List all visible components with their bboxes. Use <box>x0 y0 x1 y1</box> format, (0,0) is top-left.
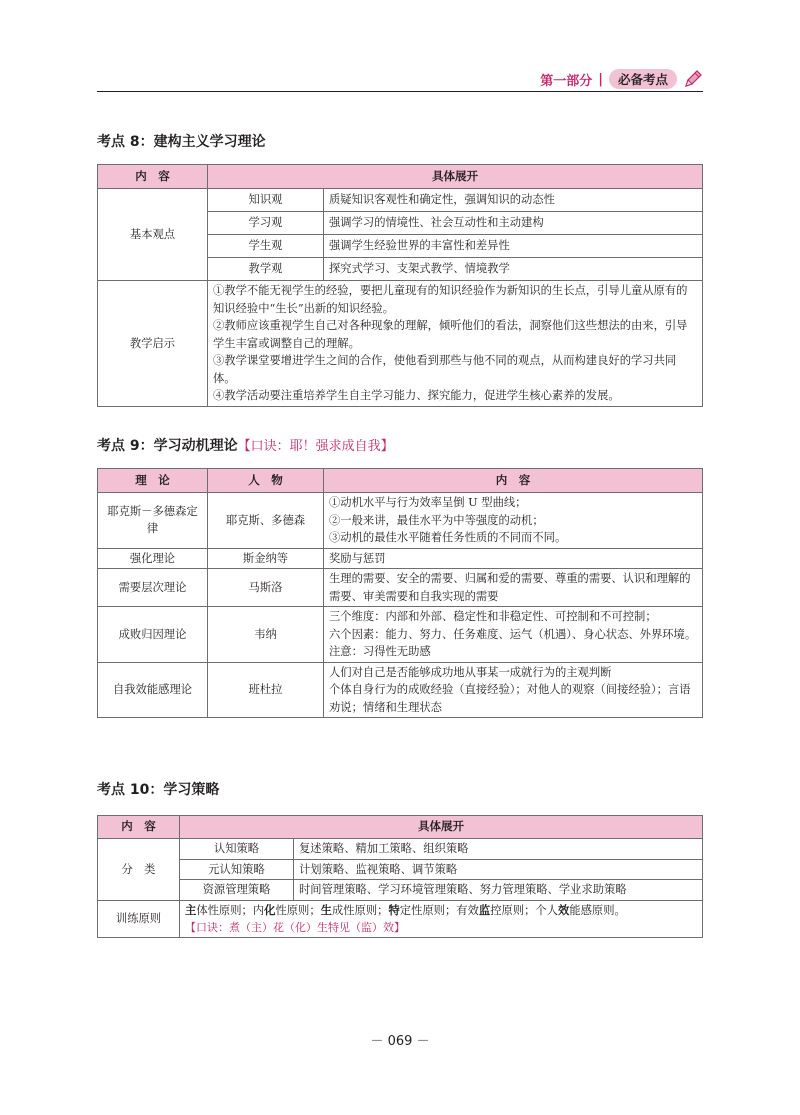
content-line: ②一般来讲，最佳水平为中等强度的动机； <box>329 513 544 527</box>
inspire-point: ④教学活动要注重培养学生自主学习能力、探究能力，促进学生核心素养的发展。 <box>213 389 620 402</box>
principle: 内化性原则； <box>252 902 321 917</box>
view-desc: 探究式学习、支架式教学、情境教学 <box>324 258 703 281</box>
principle: 主体性原则； <box>185 902 253 917</box>
view-desc: 强调学习的情境性、社会互动性和主动建构 <box>324 212 703 235</box>
section-9-heading: 考点 9：学习动机理论 <box>97 438 238 454</box>
inspire-label: 教学启示 <box>98 281 208 407</box>
strategy-mnemonic: 【口诀：煮（主）花（化）生特见（监）效】 <box>185 921 405 934</box>
running-header <box>540 69 703 89</box>
principle: 个人效能感原则。 <box>535 902 626 917</box>
theory-name: 强化理论 <box>98 548 208 569</box>
content-line: 个体自身行为的成败经验（直接经验）；对他人的观察（间接经验）；言语劝说；情绪和生理状态 <box>329 683 691 714</box>
section-badge: 必备考点 <box>609 69 677 89</box>
category-label: 分 类 <box>98 839 180 901</box>
inspire-point: ②教师应该重视学生自己对各种现象的理解，倾听他们的看法，洞察他们这些想法的由来，引导学生丰富或调整自己的理解。 <box>213 319 688 350</box>
view-desc: 质疑知识客观性和确定性，强调知识的动态性 <box>324 189 703 212</box>
section-9-title <box>97 435 394 455</box>
strategy-name: 元认知策略 <box>180 859 294 880</box>
training-label: 训练原则 <box>98 900 180 938</box>
motivation-table <box>97 468 703 718</box>
theory-person: 斯金纳等 <box>208 548 324 569</box>
theory-person: 马斯洛 <box>208 569 324 607</box>
theory-content <box>324 662 703 718</box>
principles-line <box>185 902 697 920</box>
section-10-title: 考点 10：学习策略 <box>97 782 220 798</box>
view-name: 学习观 <box>208 212 324 235</box>
motivation-mnemonic: 【口诀：耶！强求成自我】 <box>237 439 394 454</box>
content-line: 注意：习得性无助感 <box>329 645 431 658</box>
view-name: 教学观 <box>208 258 324 281</box>
pencil-icon <box>683 69 703 89</box>
strategy-desc: 计划策略、监视策略、调节策略 <box>294 859 703 880</box>
header-separator: | <box>598 71 603 87</box>
theory-content <box>324 493 703 549</box>
col-header-content: 内 容 <box>98 165 208 189</box>
basic-views-label: 基本观点 <box>98 189 208 281</box>
theory-content: 生理的需要、安全的需要、归属和爱的需要、尊重的需要、认识和理解的需要、审美需要和自我实现的需要 <box>324 569 703 607</box>
theory-content <box>324 607 703 663</box>
inspire-content <box>208 281 703 407</box>
strategy-table <box>97 815 703 938</box>
theory-name: 成败归因理论 <box>98 607 208 663</box>
content-line: 三个维度：内部和外部、稳定性和非稳定性、可控制和不可控制； <box>329 610 657 623</box>
part-label: 第一部分 <box>540 73 593 89</box>
strategy-name: 资源管理策略 <box>180 880 294 901</box>
theory-name: 自我效能感理论 <box>98 662 208 718</box>
content-line: 人们对自己是否能够成功地从事某一成就行为的主观判断 <box>329 665 612 679</box>
section-8-title: 考点 8：建构主义学习理论 <box>97 134 266 150</box>
view-desc: 强调学生经验世界的丰富性和差异性 <box>324 235 703 258</box>
header-rule <box>97 91 703 92</box>
view-name: 知识观 <box>208 189 324 212</box>
theory-content: 奖励与惩罚 <box>324 548 703 569</box>
col-header-detail: 具体展开 <box>208 165 703 189</box>
col-header-content: 内 容 <box>324 469 703 493</box>
inspire-point: ①教学不能无视学生的经验，要把儿童现有的知识经验作为新知识的生长点，引导儿童从原有的知识经验中“生长”出新的知识经验。 <box>213 284 688 315</box>
strategy-name: 认知策略 <box>180 839 294 860</box>
col-header-theory: 理 论 <box>98 469 208 493</box>
theory-person: 耶克斯、多德森 <box>208 493 324 549</box>
col-header-content: 内 容 <box>98 816 180 839</box>
content-line: ③动机的最佳水平随着任务性质的不同而不同。 <box>329 531 567 544</box>
strategy-desc: 复述策略、精加工策略、组织策略 <box>294 839 703 860</box>
col-header-detail: 具体展开 <box>180 816 703 839</box>
content-line: 六个因素：能力、努力、任务难度、运气（机遇）、身心状态、外界环境。 <box>329 627 697 641</box>
theory-person: 班杜拉 <box>208 662 324 718</box>
principle: 特定性原则； <box>388 902 457 917</box>
inspire-point: ③教学课堂要增进学生之间的合作，使他看到那些与他不同的观点，从而构建良好的学习共同体。 <box>213 354 677 385</box>
principle: 有效监控原则； <box>456 902 536 917</box>
col-header-person: 人 物 <box>208 469 324 493</box>
theory-name: 耶克斯－多德森定律 <box>98 493 208 549</box>
training-principles <box>180 900 703 938</box>
view-name: 学生观 <box>208 235 324 258</box>
principle: 生成性原则； <box>320 902 389 917</box>
theory-person: 韦纳 <box>208 607 324 663</box>
content-line: ①动机水平与行为效率呈倒 U 型曲线； <box>329 496 527 509</box>
constructivism-table <box>97 164 703 407</box>
page-number: － 069 － <box>370 1034 430 1049</box>
theory-name: 需要层次理论 <box>98 569 208 607</box>
strategy-desc: 时间管理策略、学习环境管理策略、努力管理策略、学业求助策略 <box>294 880 703 901</box>
